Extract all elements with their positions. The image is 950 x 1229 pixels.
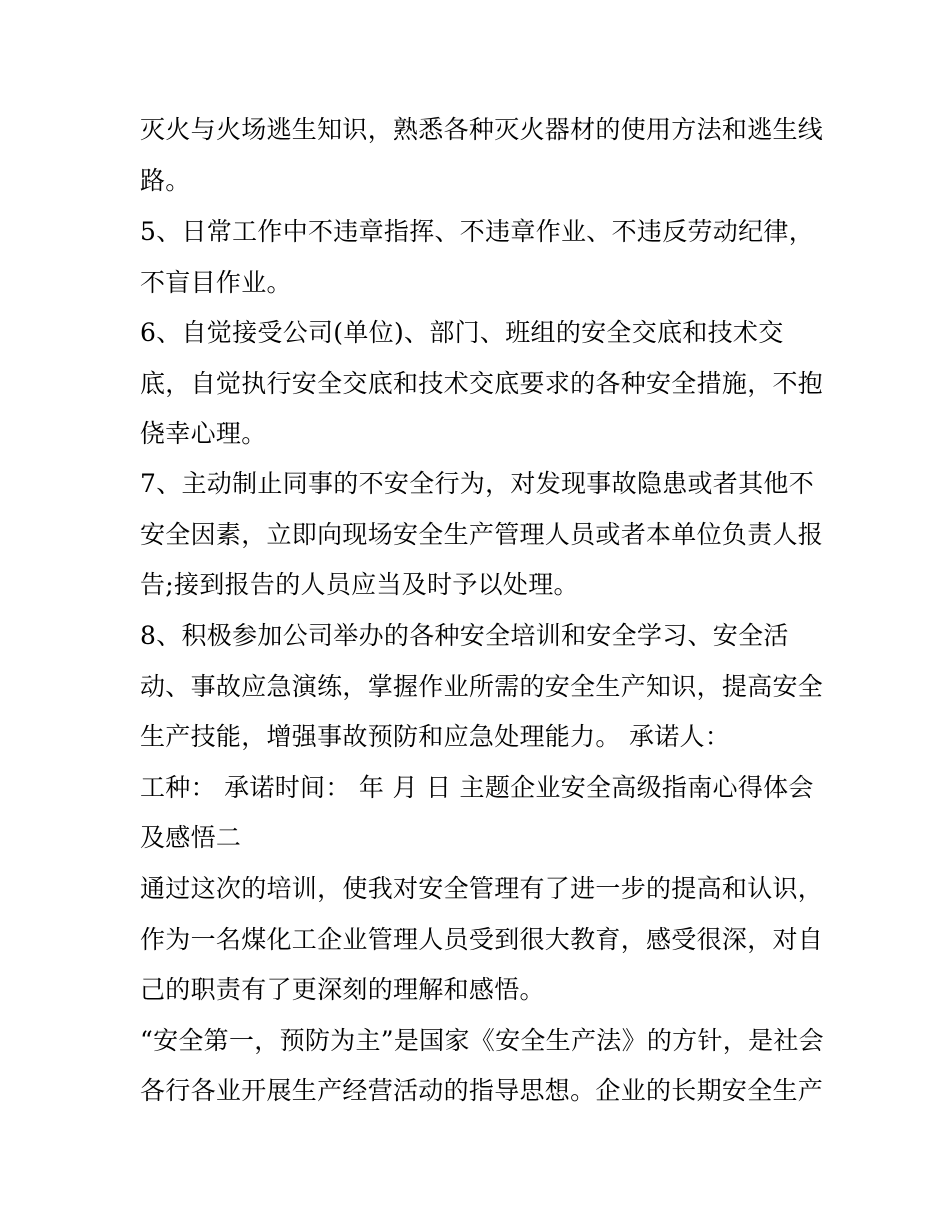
text-line: 不盲目作业。 bbox=[140, 268, 292, 297]
text-line: 通过这次的培训，使我对安全管理有了进一步的提高和认识， bbox=[140, 874, 824, 903]
text-line: 路。 bbox=[140, 166, 191, 195]
text-line: 7、主动制止同事的不安全行为，对发现事故隐患或者其他不 bbox=[140, 469, 815, 498]
text-line: 及感悟二 bbox=[140, 823, 242, 852]
text-line: “安全第一，预防为主”是国家《安全生产法》的方针，是社会 bbox=[140, 1026, 824, 1055]
text-line: 5、日常工作中不违章指挥、不违章作业、不违反劳动纪律， bbox=[140, 217, 815, 246]
text-line: 生产技能，增强事故预防和应急处理能力。 承诺人： bbox=[140, 722, 731, 751]
text-line: 工种： 承诺时间： 年 月 日 主题企业安全高级指南心得体会 bbox=[140, 773, 814, 802]
text-line: 动、事故应急演练，掌握作业所需的安全生产知识，提高安全 bbox=[140, 672, 824, 701]
text-line: 灭火与火场逃生知识，熟悉各种灭火器材的使用方法和逃生线 bbox=[140, 115, 824, 144]
text-line: 作为一名煤化工企业管理人员受到很大教育，感受很深，对自 bbox=[140, 925, 824, 954]
text-line: 底，自觉执行安全交底和技术交底要求的各种安全措施，不抱 bbox=[140, 369, 824, 398]
text-line: 各行各业开展生产经营活动的指导思想。企业的长期安全生产 bbox=[140, 1076, 824, 1105]
text-line: 告;接到报告的人员应当及时予以处理。 bbox=[140, 570, 579, 599]
text-line: 安全因素，立即向现场安全生产管理人员或者本单位负责人报 bbox=[140, 520, 824, 549]
text-line: 6、自觉接受公司(单位)、部门、班组的安全交底和技术交 bbox=[140, 318, 784, 347]
text-line: 己的职责有了更深刻的理解和感悟。 bbox=[140, 975, 545, 1004]
text-line: 8、积极参加公司举办的各种安全培训和安全学习、安全活 bbox=[140, 621, 789, 650]
text-line: 侥幸心理。 bbox=[140, 419, 267, 448]
